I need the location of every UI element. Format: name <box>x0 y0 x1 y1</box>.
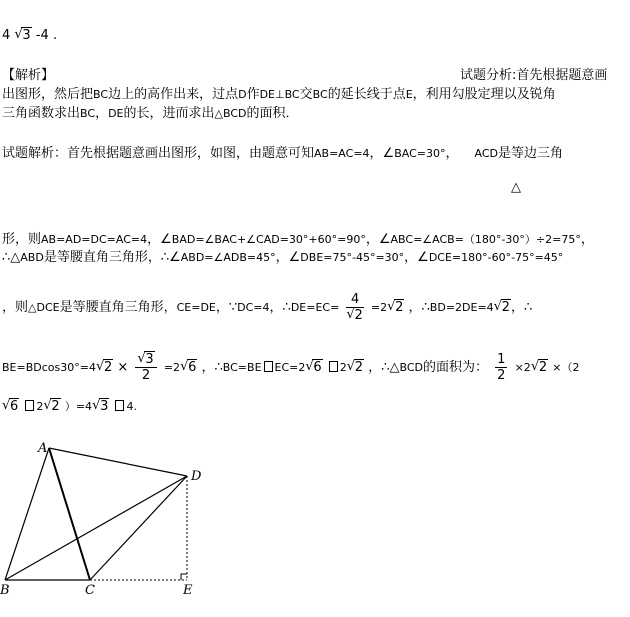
answer-tail: -4 . <box>35 28 58 43</box>
analysis-line-2: 出图形，然后把BC边上的高作出来，过点D作DE⊥BC交BC的延长线于点E，利用勾股定理以及锐角 <box>2 87 556 102</box>
analysis-header: 【解析】 <box>2 68 55 83</box>
analysis-right-label: 试题分析:首先根据题意画 <box>460 68 608 83</box>
solution-line-1: 试题解析：首先根据题意画出图形，如图，由题意可知AB=AC=4，∠BAC=30°， ACD是等边三角 <box>2 146 563 161</box>
segment-CD <box>90 476 187 580</box>
solution-line-4: ，则△DCE是等腰直角三角形，CE=DE，∵DC=4，∴DE=EC= 4 √ 2 =2√ 2 ，∴BD=2DE=4√ 2，∴ <box>2 292 532 324</box>
segment-AC <box>49 448 90 580</box>
label-A: A <box>38 441 48 456</box>
label-B: B <box>0 583 10 598</box>
fraction-half: $\frac{1}{2}$ <box>497 352 506 383</box>
solution-line-5: BE=BDcos30°=4√ 2 × √ $\frac{3}{2}$ =2√ 6 ，∴BC=BE EC=2√ 6 2√ 2 ，∴△BCD的面积为： $\frac{1}{2}$ ×2√ 2 ×（2 <box>2 352 579 384</box>
right-angle-mark <box>181 574 187 580</box>
answer-coef: 4 <box>2 28 11 43</box>
fraction-root3-over-2: √ $\frac{3}{2}$ <box>135 352 156 383</box>
label-E: E <box>183 583 193 598</box>
label-C: C <box>85 583 95 598</box>
solution-line-6: √ 6 2√ 2 ）=4√ 3 4. <box>2 399 137 415</box>
solution-line-2: 形，则AB=AD=DC=AC=4，∠BAD=∠BAC+∠CAD=30°+60°=90°，∠ABC=∠ACB=（180°-30°）÷2=75°， <box>2 232 594 247</box>
answer-sqrt: √ 3 <box>14 28 31 44</box>
fraction-4-over-root2: 4 √ 2 <box>346 292 363 323</box>
segment-AD <box>49 448 187 476</box>
segment-BD <box>5 476 187 580</box>
label-D: D <box>191 469 202 484</box>
segment-AB <box>5 448 49 580</box>
analysis-line-3: 三角函数求出BC，DE的长，进而求出△BCD的面积． <box>2 106 299 121</box>
triangle-symbol: △ <box>511 180 521 195</box>
solution-line-3: ∴△ABD是等腰直角三角形，∴∠ABD=∠ADB=45°，∠DBE=75°-45°=30°，∠DCE=180°-60°-75°=45° <box>2 250 564 265</box>
